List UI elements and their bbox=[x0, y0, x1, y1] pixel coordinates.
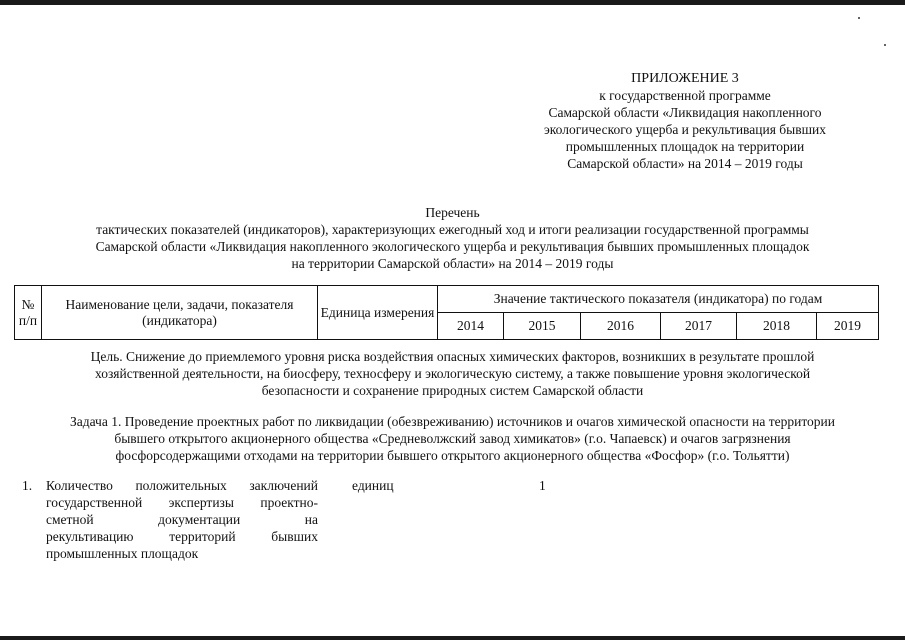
header-year-2016: 2016 bbox=[581, 313, 661, 340]
heading-line: на территории Самарской области» на 2014 – 2019 годы bbox=[291, 256, 614, 271]
goal-line: безопасности и сохранение природных систем Самарской области bbox=[261, 383, 644, 398]
row-name-line: сметной документации на bbox=[46, 512, 318, 527]
header-year-2017: 2017 bbox=[661, 313, 737, 340]
task-line: бывшего открытого акционерного общества «Средневолжский завод химикатов» (г.о. Чапаевск) и очагов загрязнения bbox=[114, 431, 791, 446]
appendix-line: к государственной программе bbox=[599, 88, 771, 103]
row-name-line: государственной экспертизы проектно- bbox=[46, 495, 318, 510]
row-name-line: Количество положительных заключений bbox=[46, 478, 318, 493]
goal-line: Цель. Снижение до приемлемого уровня риска воздействия опасных химических факторов, возникших в результате прошлой bbox=[90, 349, 815, 364]
row-value-2014: 1 bbox=[539, 478, 546, 493]
appendix-line: промышленных площадок на территории bbox=[565, 139, 805, 154]
scan-speck bbox=[884, 44, 886, 46]
appendix-line: Самарской области» на 2014 – 2019 годы bbox=[567, 156, 803, 171]
scan-speck bbox=[858, 17, 860, 19]
appendix-line: Самарской области «Ликвидация накопленного bbox=[548, 105, 822, 120]
header-year-2018: 2018 bbox=[737, 313, 817, 340]
row-name-line: рекультивацию территорий бывших bbox=[46, 529, 318, 544]
appendix-block bbox=[495, 70, 875, 172]
row-name-line: промышленных площадок bbox=[46, 546, 199, 561]
heading-line: тактических показателей (индикаторов), характеризующих ежегодный ход и итоги реализации государственной программы bbox=[96, 222, 809, 237]
scan-top-edge bbox=[0, 0, 905, 5]
scan-bottom-edge bbox=[0, 636, 905, 640]
header-year-2019: 2019 bbox=[817, 313, 879, 340]
document-heading bbox=[10, 204, 895, 272]
goal-line: хозяйственной деятельности, на биосферу, техносферу и экологическую систему, а также повышение уровня экологической bbox=[94, 366, 811, 381]
appendix-line: экологического ущерба и рекультивация бывших bbox=[544, 122, 826, 137]
header-year-2015: 2015 bbox=[504, 313, 581, 340]
task-section bbox=[10, 413, 895, 464]
header-unit: Единица измерения bbox=[318, 286, 438, 340]
heading-title: Перечень bbox=[425, 205, 480, 220]
appendix-title: ПРИЛОЖЕНИЕ 3 bbox=[631, 71, 739, 86]
task-line: Задача 1. Проведение проектных работ по ликвидации (обезвреживанию) источников и очагов химической опасности на территории bbox=[69, 414, 836, 429]
row-unit: единиц bbox=[352, 478, 394, 493]
task-line: фосфорсодержащими отходами на территории бывшего открытого акционерного общества «Фосфор» (г.о. Тольятти) bbox=[115, 448, 790, 463]
indicators-table bbox=[14, 285, 879, 340]
header-name: Наименование цели, задачи, показателя (индикатора) bbox=[42, 286, 318, 340]
goal-section bbox=[10, 348, 895, 399]
heading-line: Самарской области «Ликвидация накопленного экологического ущерба и рекультивация бывших промышленных площадок bbox=[95, 239, 810, 254]
row-indicator-name bbox=[46, 477, 318, 562]
row-number: 1. bbox=[22, 478, 33, 493]
header-values: Значение тактического показателя (индикатора) по годам bbox=[438, 286, 879, 313]
header-year-2014: 2014 bbox=[438, 313, 504, 340]
header-number: № п/п bbox=[15, 286, 42, 340]
